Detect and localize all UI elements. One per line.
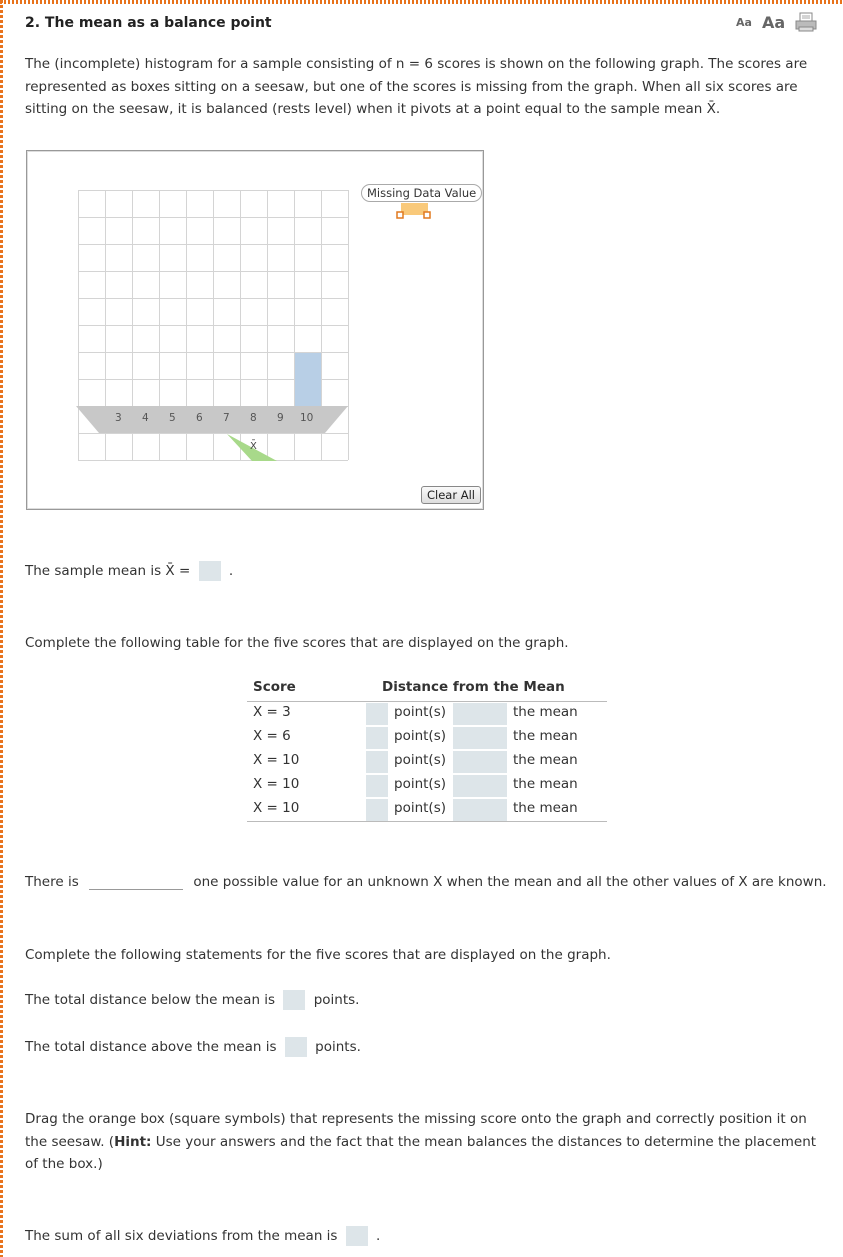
distance-suffix: the mean [513,704,578,720]
axis-tick-8: 8 [250,412,257,424]
clear-all-button[interactable]: Clear All [421,486,481,504]
above-mean-input[interactable] [285,1037,307,1057]
above-mean-prefix: The total distance above the mean is [25,1039,277,1055]
drag-instruction [25,1108,825,1176]
distance-unit: point(s) [394,752,446,768]
distance-suffix: the mean [513,728,578,744]
table-row-score: X = 10 [253,776,300,792]
sample-mean-input[interactable] [199,561,221,581]
missing-score-box[interactable] [395,202,435,224]
printer-icon[interactable] [795,12,817,32]
possible-value-line [25,873,835,890]
above-mean-suffix: points. [315,1039,361,1055]
sum-deviations-prefix: The sum of all six deviations from the mean is [25,1228,338,1244]
increase-font-button[interactable]: Aa [761,12,786,32]
score-header: Score [253,679,296,695]
axis-tick-4: 4 [142,412,149,424]
distance-header: Distance from the Mean [382,679,565,695]
axis-tick-5: 5 [169,412,176,424]
distance-suffix: the mean [513,800,578,816]
drag-text-b: Use your answers and the fact that the mean balances the distances to determine the placement of the box.) [25,1133,817,1172]
below-mean-input[interactable] [283,990,305,1010]
question-title: 2. The mean as a balance point [25,15,272,31]
possible-value-suffix: one possible value for an unknown X when the mean and all the other values of X are known. [193,874,827,890]
missing-data-value-label: Missing Data Value [361,184,482,202]
table-row-score: X = 3 [253,704,291,720]
axis-tick-9: 9 [277,412,284,424]
below-mean-suffix: points. [313,992,360,1008]
direction-dropdown[interactable] [453,775,507,797]
possible-value-prefix: There is [25,874,79,890]
distance-input[interactable] [366,751,388,773]
distance-unit: point(s) [394,776,446,792]
direction-dropdown[interactable] [453,727,507,749]
sum-deviations-suffix: . [376,1228,381,1244]
axis-tick-10: 10 [300,412,314,424]
below-mean-line [25,990,359,1010]
distance-unit: point(s) [394,728,446,744]
hint-label: Hint: [114,1133,152,1150]
drag-text-a: Drag the orange box (square symbols) that represents the missing score onto the graph and correctly position it on the seesaw. ( [25,1111,807,1150]
table-row-score: X = 10 [253,752,300,768]
top-dotted-border [0,0,843,4]
direction-dropdown[interactable] [453,799,507,821]
above-mean-line [25,1037,361,1057]
square-handle-icon[interactable] [424,212,430,218]
distance-input[interactable] [366,703,388,725]
statements-instruction: Complete the following statements for the five scores that are displayed on the graph. [25,947,611,963]
axis-tick-7: 7 [223,412,230,424]
distance-suffix: the mean [513,776,578,792]
table-header-rule [247,701,607,702]
distance-input[interactable] [366,727,388,749]
sample-mean-prefix: The sample mean is X̄ = [25,563,191,579]
sample-mean-line [25,561,233,581]
distance-suffix: the mean [513,752,578,768]
table-row-score: X = 10 [253,800,300,816]
direction-dropdown[interactable] [453,703,507,725]
below-mean-prefix: The total distance below the mean is [25,992,276,1008]
distance-input[interactable] [366,799,388,821]
distance-unit: point(s) [394,704,446,720]
left-dotted-border [0,0,3,1257]
sum-deviations-line [25,1226,380,1246]
text-tools [736,12,817,32]
sum-deviations-input[interactable] [346,1226,368,1246]
square-handle-icon[interactable] [397,212,403,218]
axis-tick-6: 6 [196,412,203,424]
table-instruction: Complete the following table for the five scores that are displayed on the graph. [25,635,569,651]
pivot-label: X̄ [250,441,257,452]
direction-dropdown[interactable] [453,751,507,773]
distance-input[interactable] [366,775,388,797]
decrease-font-button[interactable]: Aa [736,15,752,29]
sample-mean-suffix: . [228,563,234,579]
axis-tick-3: 3 [115,412,122,424]
table-row-score: X = 6 [253,728,291,744]
table-bottom-rule [247,821,607,822]
intro-text: The (incomplete) histogram for a sample consisting of n = 6 scores is shown on the following graph. The scores are represented as boxes sitting on a seesaw, but one of the scores is missing from the graph. When all six scores are sitting on the seesaw, it is balanced (rests level) when it pivots at a point equal to the sample mean X̄. [25,56,808,117]
possible-value-dropdown[interactable] [89,873,183,890]
distance-unit: point(s) [394,800,446,816]
